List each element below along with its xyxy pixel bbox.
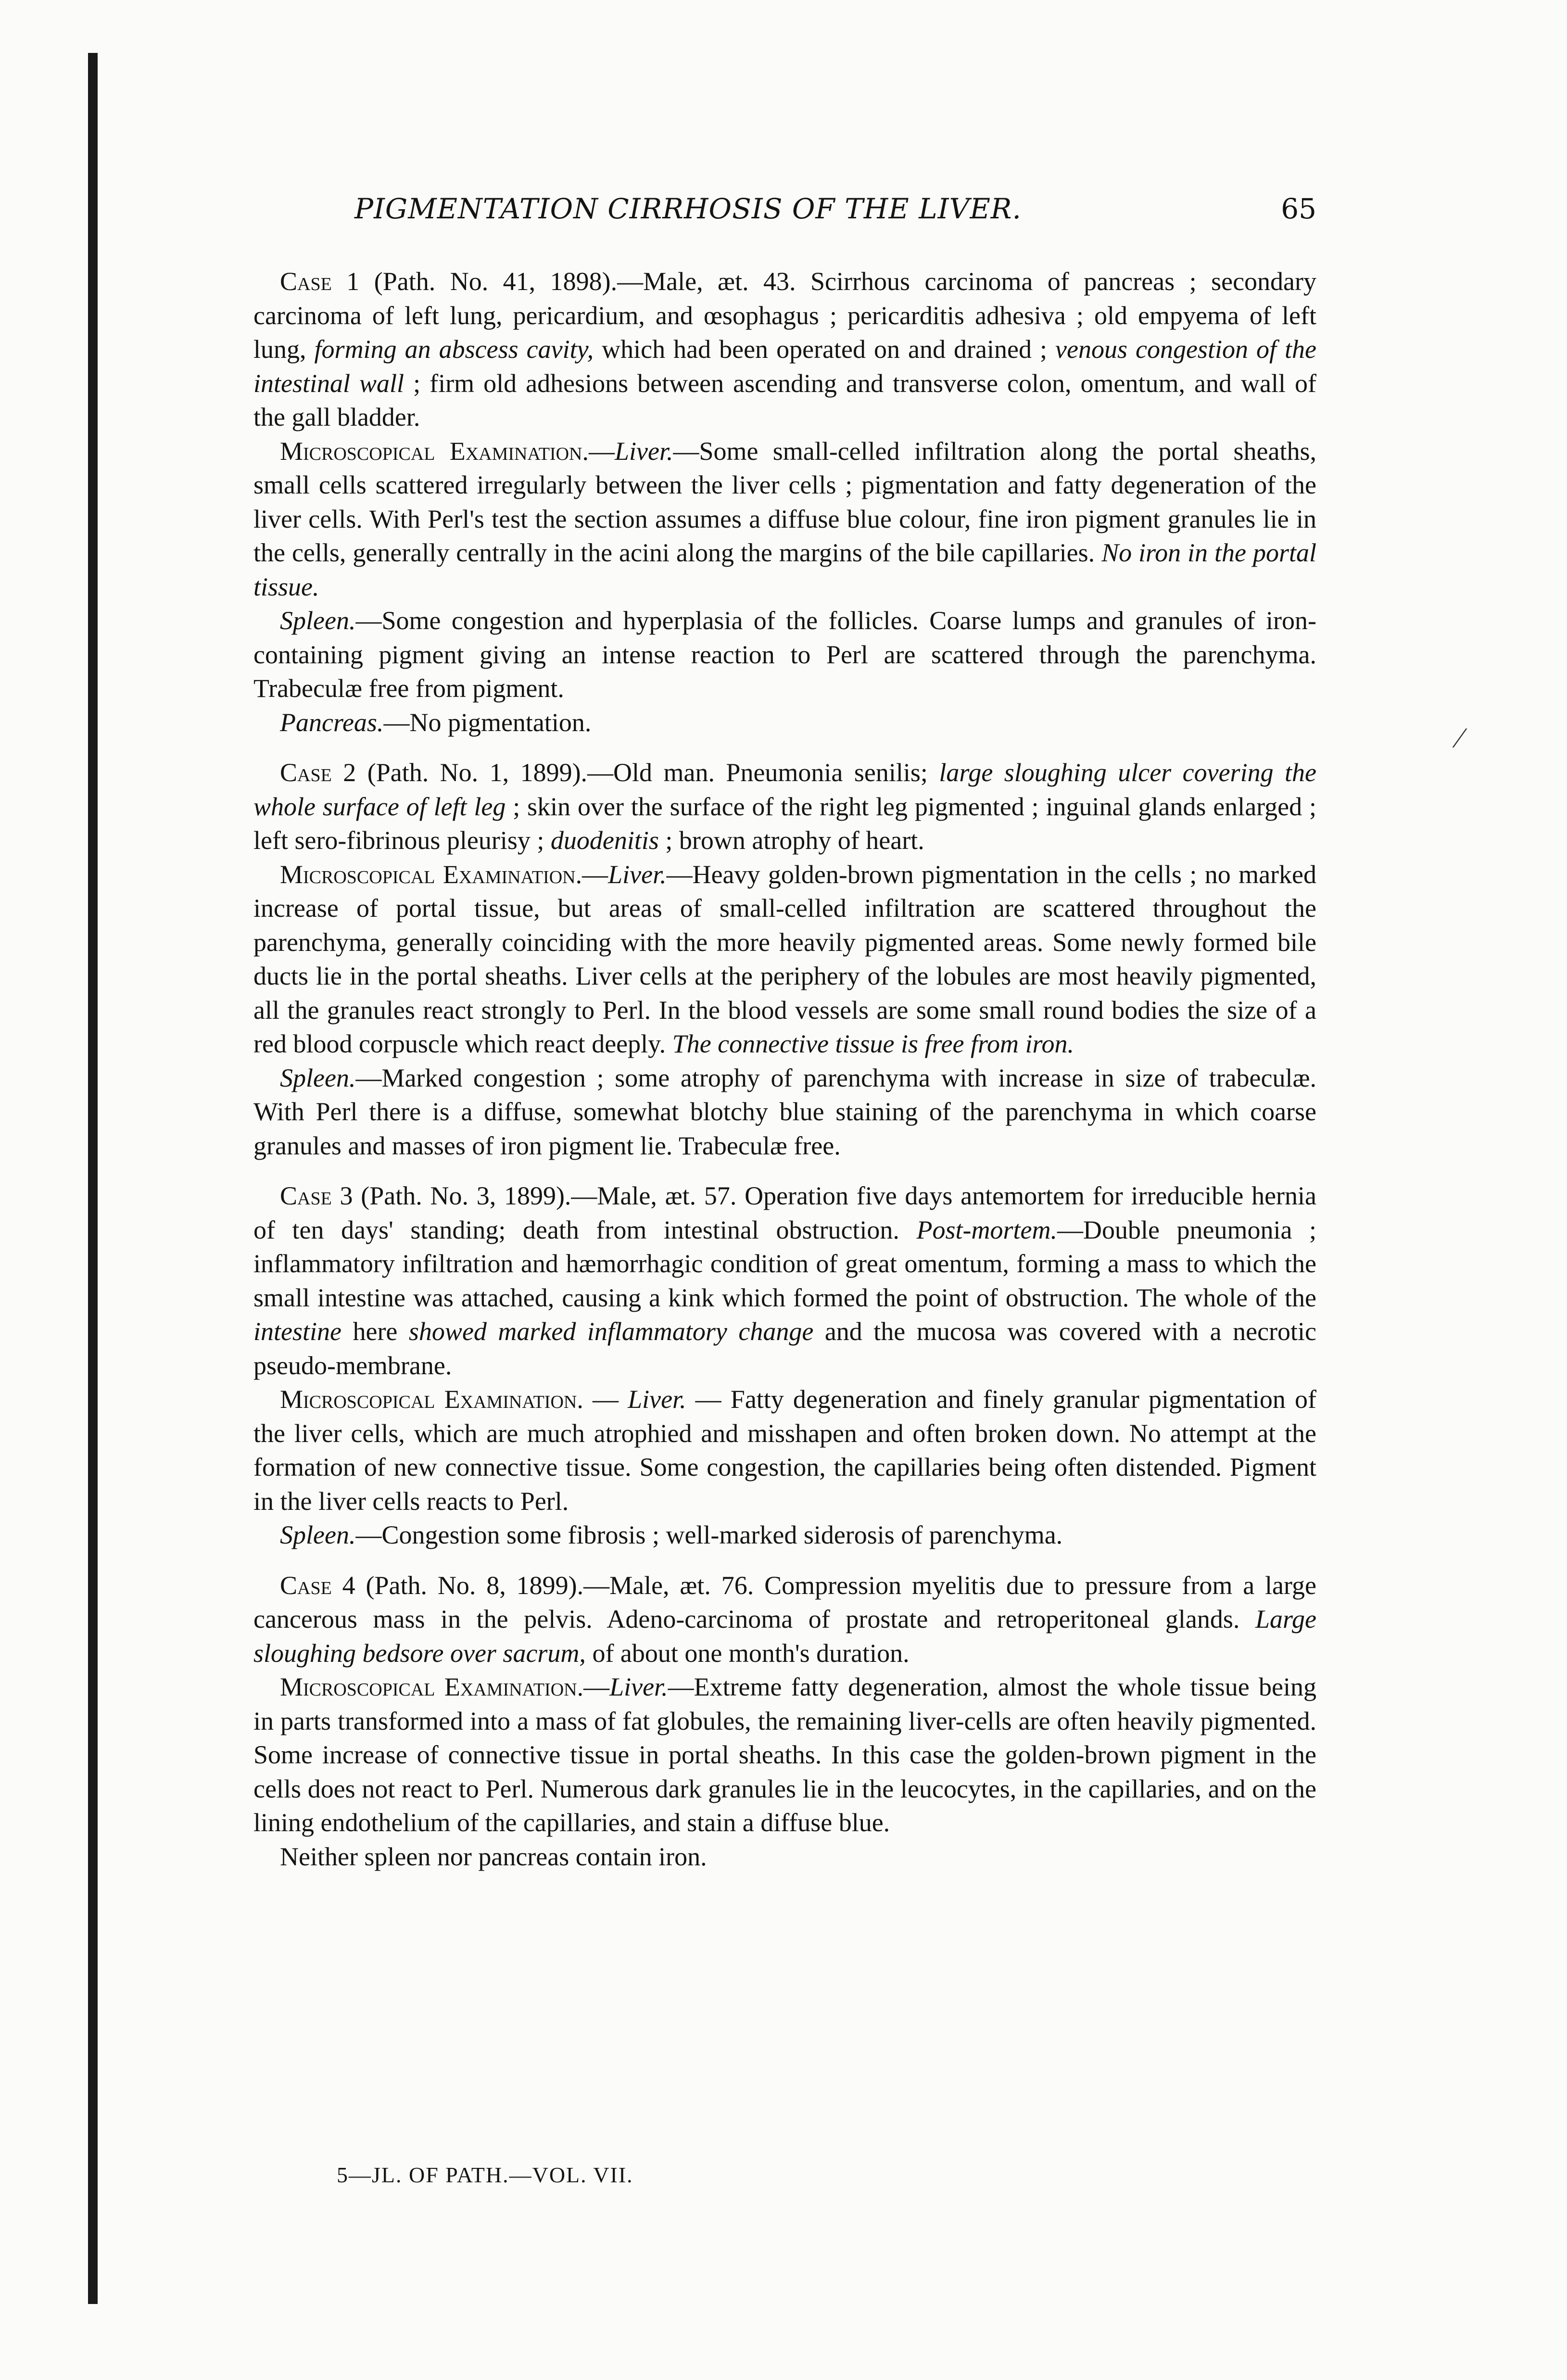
case-3-spleen: Spleen.—Congestion some fibrosis ; well-marked siderosis of parenchyma.	[280, 1520, 1063, 1549]
case-4-paragraph: Case 4 (Path. No. 8, 1899).—Male, æt. 76. Compression myelitis due to pressure from a large cancerous mass in the pelvis. Adeno-carcinoma of prostate and retroperitoneal glands. Large sloughing bedsore over sacrum, of about one month's duration.	[253, 1570, 1316, 1668]
case-4-microscopy: Microscopical Examination.—Liver.—Extreme fatty degeneration, almost the whole tissue being in parts transformed into a mass of fat globules, the remaining liver-cells are often heavily pigmented. Some increase of connective tissue in portal sheaths. In this case the golden-brown pigment in the cells does not react to Perl. Numerous dark granules lie in the leucocytes, in the capillaries, and on the lining endothelium of the capillaries, and stain a diffuse blue.	[253, 1672, 1316, 1837]
page-number: 65	[1281, 192, 1316, 225]
case-1-microscopy: Microscopical Examination.—Liver.—Some small-celled infiltration along the portal sheaths, small cells scattered irregularly between the liver cells ; pigmentation and fatty degeneration of the liver cells. With Perl's test the section assumes a diffuse blue colour, fine iron pigment granules lie in the cells, generally centrally in the acini along the margins of the bile capillaries. No iron in the portal tissue.	[253, 436, 1317, 601]
case-4-closing: Neither spleen nor pancreas contain iron.	[280, 1842, 707, 1871]
case-2-spleen: Spleen.—Marked congestion ; some atrophy of parenchyma with increase in size of trabeculæ. With Perl there is a diffuse, somewhat blotchy blue staining of the parenchyma in which coarse granules and masses of iron pigment lie. Trabeculæ free.	[253, 1063, 1316, 1160]
case-1-lead: Case 1	[280, 267, 360, 296]
running-title: PIGMENTATION CIRRHOSIS OF THE LIVER.	[354, 192, 1022, 225]
binding-edge	[88, 53, 98, 2304]
signature-mark: 5—JL. OF PATH.—VOL. VII.	[337, 2163, 633, 2187]
case-1-pancreas: Pancreas.—No pigmentation.	[280, 708, 592, 737]
case-1-paragraph: Case 1 (Path. No. 41, 1898).—Male, æt. 43. Scirrhous carcinoma of pancreas ; secondary carcinoma of left lung, pericardium, and œsophagus ; pericarditis adhesiva ; old empyema of left lung, forming an abscess cavity, which had been operated on and drained ; venous congestion of the intestinal wall ; firm old adhesions between ascending and transverse colon, omentum, and wall of the gall bladder.	[253, 267, 1316, 431]
case-3-paragraph: Case 3 (Path. No. 3, 1899).—Male, æt. 57. Operation five days antemortem for irreducible hernia of ten days' standing; death from intestinal obstruction. Post-mortem.—Double pneumonia ; inflammatory infiltration and hæmorrhagic condition of great omentum, forming a mass to which the small intestine was attached, causing a kink which formed the point of obstruction. The whole of the intestine here showed marked inflammatory change and the mucosa was covered with a necrotic pseudo-membrane.	[253, 1181, 1316, 1380]
margin-mark: ⁄	[1457, 722, 1463, 754]
case-2-microscopy: Microscopical Examination.—Liver.—Heavy golden-brown pigmentation in the cells ; no marked increase of portal tissue, but areas of small-celled infiltration are scattered throughout the parenchyma, generally coinciding with the more heavily pigmented areas. Some newly formed bile ducts lie in the portal sheaths. Liver cells at the periphery of the lobules are most heavily pigmented, all the granules react strongly to Perl. In the blood vessels are some small round bodies the size of a red blood corpuscle which react deeply. The connective tissue is free from iron.	[253, 860, 1316, 1058]
case-1-spleen: Spleen.—Some congestion and hyperplasia of the follicles. Coarse lumps and granules of iron-containing pigment giving an intense reaction to Perl are scattered through the parenchyma. Trabeculæ free from pigment.	[253, 606, 1316, 703]
case-2-paragraph: Case 2 (Path. No. 1, 1899).—Old man. Pneumonia senilis; large sloughing ulcer covering the whole surface of left leg ; skin over the surface of the right leg pigmented ; inguinal glands enlarged ; left sero-fibrinous pleurisy ; duodenitis ; brown atrophy of heart.	[253, 758, 1317, 855]
case-3-microscopy: Microscopical Examination. — Liver. — Fatty degeneration and finely granular pigmentation of the liver cells, which are much atrophied and misshapen and often broken down. No attempt at the formation of new connective tissue. Some congestion, the capillaries being often distended. Pigment in the liver cells reacts to Perl.	[253, 1385, 1317, 1516]
article-body	[253, 265, 1316, 1874]
running-header	[253, 192, 1316, 245]
